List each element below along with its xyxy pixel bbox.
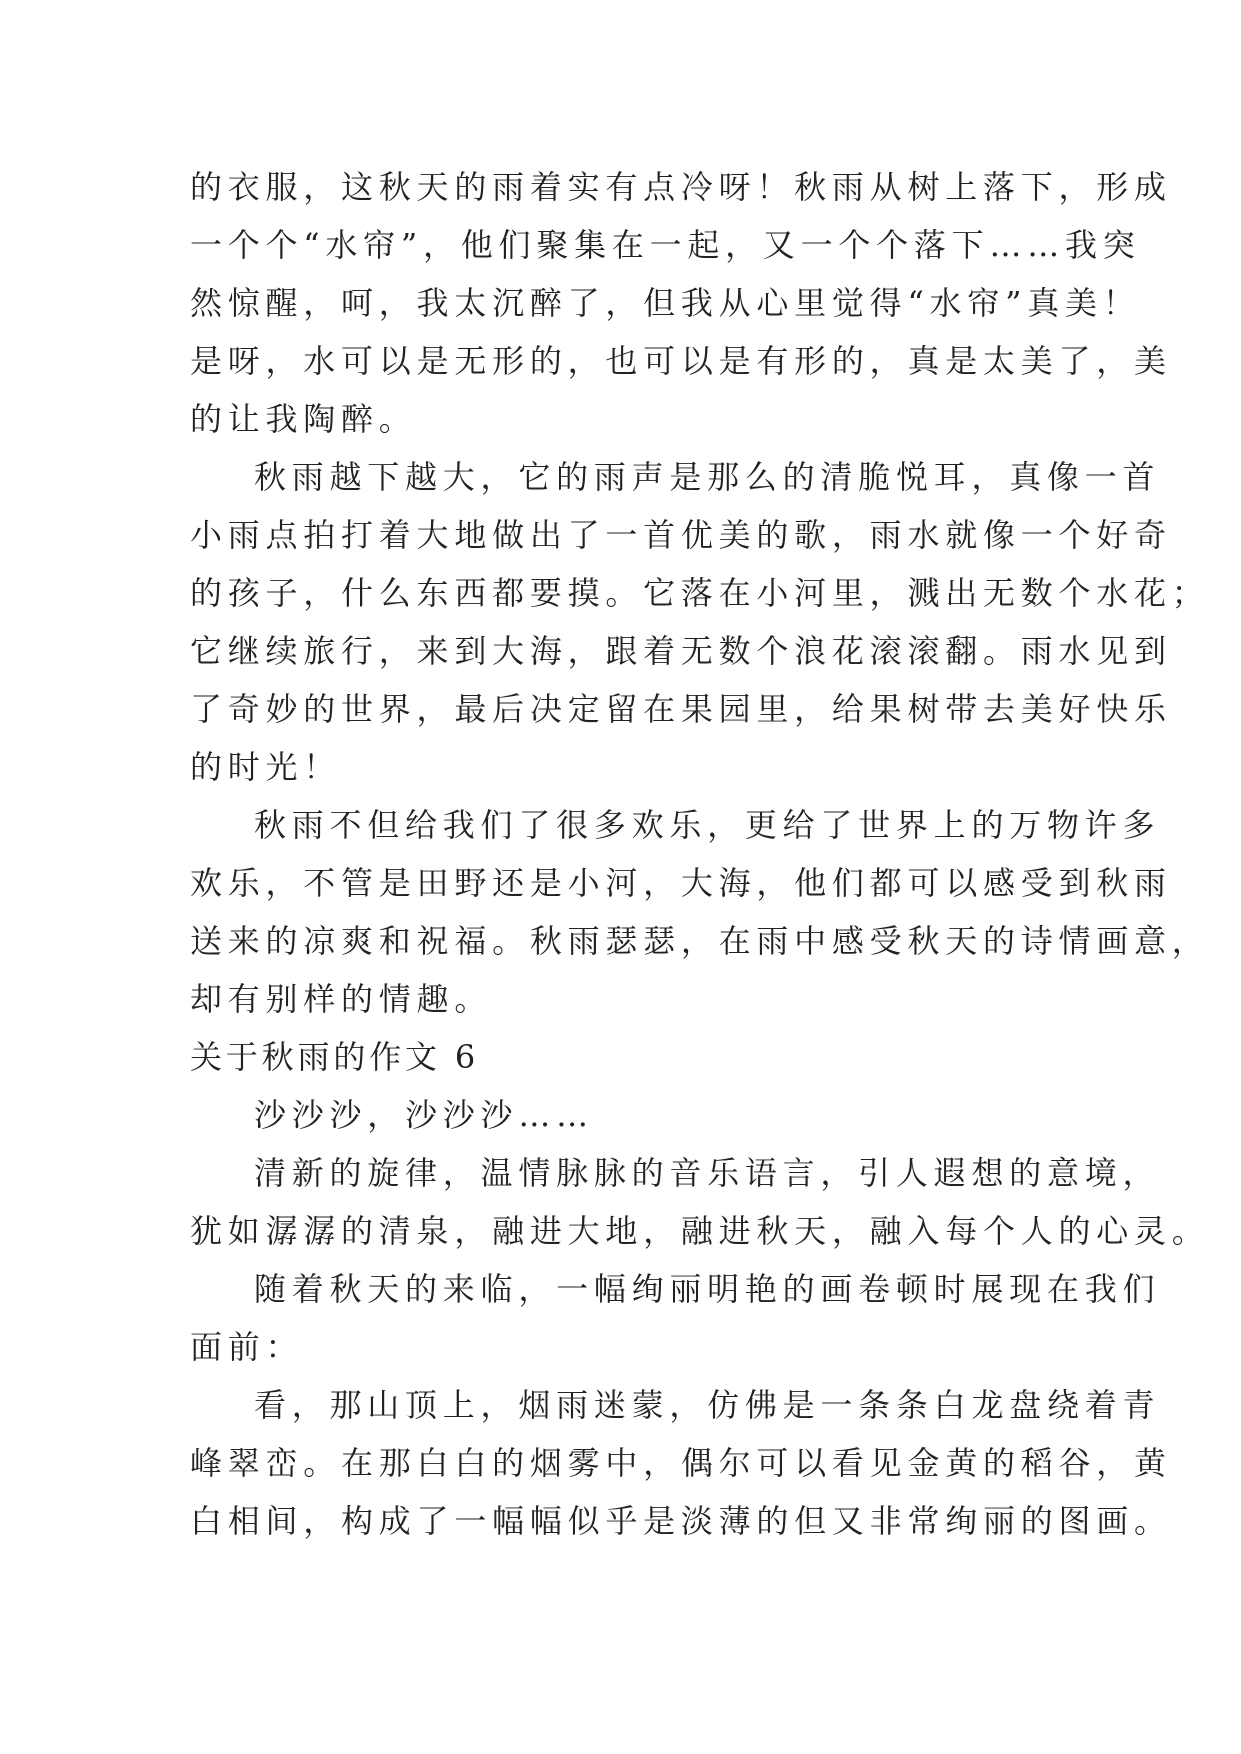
text-line: 送来的凉爽和祝福。秋雨瑟瑟，在雨中感受秋天的诗情画意， [190,922,1210,960]
section-heading: 关于秋雨的作文 6 [190,1038,480,1076]
text-line: 秋雨越下越大，它的雨声是那么的清脆悦耳，真像一首 [254,458,1161,496]
text-line: 峰翠峦。在那白白的烟雾中，偶尔可以看见金黄的稻谷，黄 [190,1444,1172,1482]
text-line: 清新的旋律，温情脉脉的音乐语言，引人遐想的意境， [254,1154,1161,1192]
text-line: 看，那山顶上，烟雨迷蒙，仿佛是一条条白龙盘绕着青 [254,1386,1161,1424]
text-line: 欢乐，不管是田野还是小河，大海，他们都可以感受到秋雨 [190,864,1172,902]
text-line: 它继续旅行，来到大海，跟着无数个浪花滚滚翻。雨水见到 [190,632,1172,670]
text-line: 白相间，构成了一幅幅似乎是淡薄的但又非常绚丽的图画。 [190,1502,1172,1540]
text-line: 犹如潺潺的清泉，融进大地，融进秋天，融入每个人的心灵。 [190,1212,1210,1250]
text-line: 的孩子，什么东西都要摸。它落在小河里，溅出无数个水花； [190,574,1210,612]
text-line: 一个个“水帘”，他们聚集在一起，又一个个落下……我突 [190,226,1141,264]
text-line: 随着秋天的来临，一幅绚丽明艳的画卷顿时展现在我们 [254,1270,1161,1308]
text-line: 秋雨不但给我们了很多欢乐，更给了世界上的万物许多 [254,806,1161,844]
text-line: 是呀，水可以是无形的，也可以是有形的，真是太美了，美 [190,342,1172,380]
text-line: 的衣服，这秋天的雨着实有点冷呀！秋雨从树上落下，形成 [190,168,1172,206]
text-line: 小雨点拍打着大地做出了一首优美的歌，雨水就像一个好奇 [190,516,1172,554]
text-line: 了奇妙的世界，最后决定留在果园里，给果树带去美好快乐 [190,690,1172,728]
text-line: 却有别样的情趣。 [190,980,493,1018]
text-line: 的让我陶醉。 [190,400,417,438]
text-line: 的时光！ [190,748,342,786]
text-line: 沙沙沙，沙沙沙…… [254,1096,594,1134]
text-line: 面前： [190,1328,304,1366]
text-line: 然惊醒，呵，我太沉醉了，但我从心里觉得“水帘”真美！ [190,284,1141,322]
essay-body [190,158,1210,1550]
